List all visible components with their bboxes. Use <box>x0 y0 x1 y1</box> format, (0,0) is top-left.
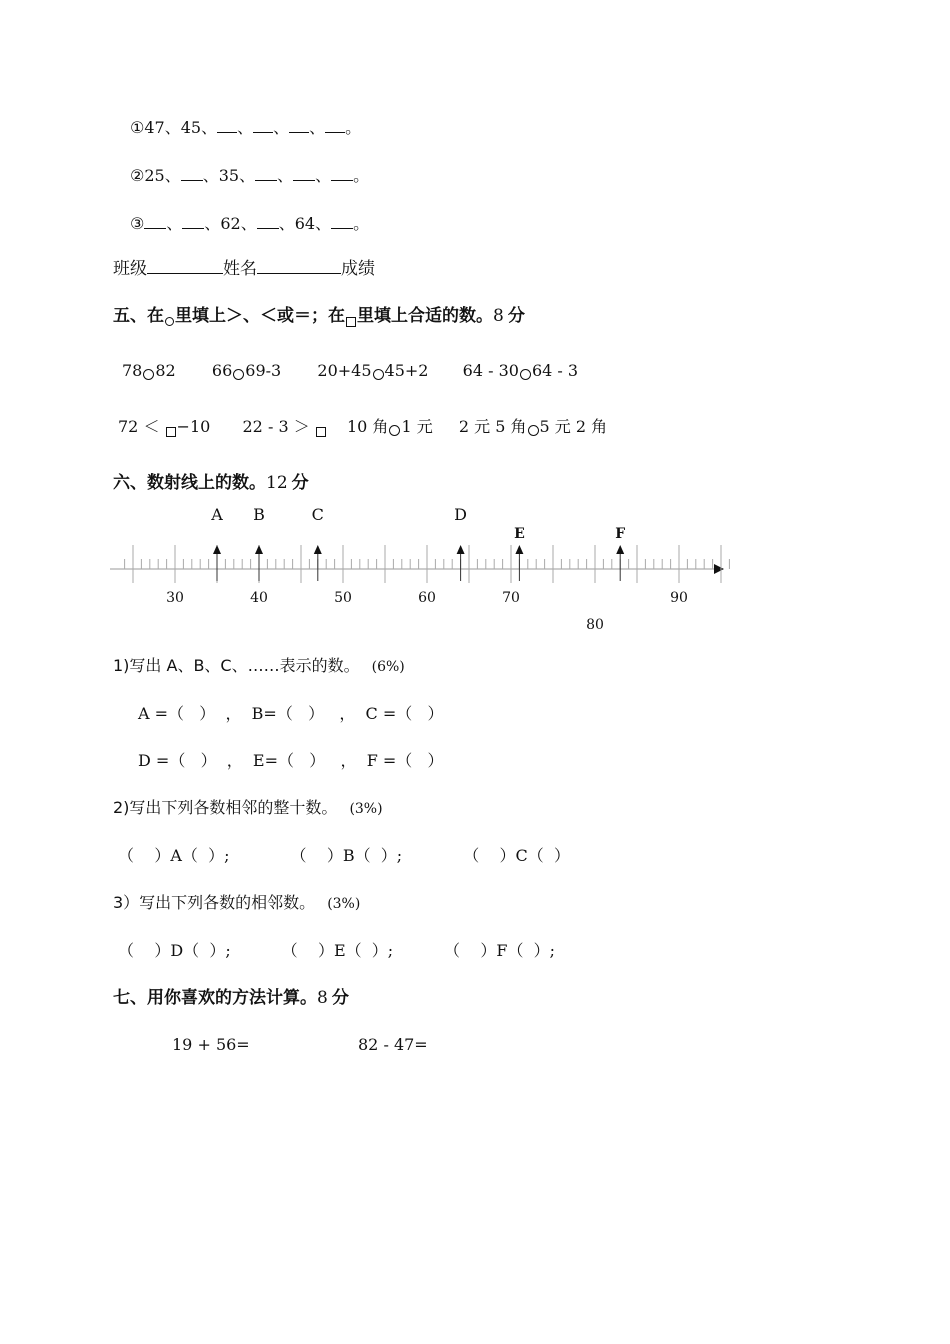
marker-arrow-icon <box>213 545 221 554</box>
sequence-row-1 <box>130 118 361 138</box>
separator: 、 <box>309 118 326 137</box>
answer-blank[interactable] <box>253 118 273 133</box>
compare-right: 5 元 2 角 <box>539 417 608 436</box>
compare-right: 82 <box>155 361 176 380</box>
tick-label: 50 <box>334 590 352 606</box>
circled-number-2: ② <box>130 166 145 185</box>
name-field[interactable] <box>257 259 341 274</box>
sequence-text: 、64、 <box>278 214 332 233</box>
heading-text: 里填上＞、＜或＝；在 <box>175 306 345 326</box>
compare-left: 64 - 30 <box>462 361 519 380</box>
compare-right: −10 <box>176 417 211 436</box>
marker-label: D <box>454 505 468 524</box>
tick-label: 40 <box>250 590 268 606</box>
compare-right: 45+2 <box>384 361 429 380</box>
answer-blank[interactable] <box>331 214 353 229</box>
circled-number-3: ③ <box>130 214 145 233</box>
heading-text: 七、用你喜欢的方法计算。 <box>113 988 317 1008</box>
answer-blank[interactable] <box>331 166 353 181</box>
compare-left: 2 元 5 角 <box>458 417 527 436</box>
period: 。 <box>345 118 362 137</box>
score-label: 成绩 <box>341 259 375 279</box>
separator: 、 <box>166 214 183 233</box>
compare-circle[interactable] <box>373 369 384 380</box>
marker-label: F <box>615 526 626 542</box>
answer-blank[interactable] <box>325 118 345 133</box>
compare-circle[interactable] <box>528 425 539 436</box>
axis-arrow-icon <box>714 564 724 574</box>
period: 。 <box>353 214 370 233</box>
compare-left: 22 - 3 ＞ <box>242 417 315 436</box>
name-label: 姓名 <box>223 259 257 279</box>
compare-circle[interactable] <box>233 369 244 380</box>
tick-label: 80 <box>586 617 604 633</box>
section-7-heading <box>113 988 349 1008</box>
compare-row-2 <box>118 417 607 437</box>
answer-blank[interactable] <box>181 166 203 181</box>
calc-expression-2: 82 - 47= <box>358 1035 428 1054</box>
marker-label: E <box>514 526 525 542</box>
period: 。 <box>353 166 370 185</box>
tick-label: 90 <box>670 590 688 606</box>
marker-label: B <box>253 505 265 524</box>
marker-arrow-icon <box>457 545 465 554</box>
section-5-heading <box>113 306 525 327</box>
compare-circle[interactable] <box>143 369 154 380</box>
compare-right: 64 - 3 <box>531 361 579 380</box>
compare-left: 78 <box>122 361 143 380</box>
answer-blank[interactable] <box>144 214 166 229</box>
question-3-title <box>113 893 360 914</box>
compare-right: 69-3 <box>245 361 282 380</box>
circle-placeholder-icon <box>165 317 174 326</box>
sequence-text: 、62、 <box>204 214 257 233</box>
sequence-text: 25、 <box>144 166 181 185</box>
marker-label: A <box>211 505 223 524</box>
square-placeholder-icon <box>346 317 356 327</box>
student-info-line <box>113 259 375 279</box>
answer-square[interactable] <box>166 427 176 437</box>
points-unit: 分 <box>291 473 309 493</box>
class-field[interactable] <box>147 259 223 274</box>
compare-row-1 <box>122 361 578 381</box>
score-text: (3%) <box>349 801 383 817</box>
compare-circle[interactable] <box>389 425 400 436</box>
heading-text: 里填上合适的数。 <box>357 306 493 326</box>
compare-circle[interactable] <box>520 369 531 380</box>
answer-blank[interactable] <box>257 214 279 229</box>
heading-text: 六、数射线上的数。 <box>113 473 266 493</box>
question-1-line-2[interactable]: D =（ ） ， E=（ ） ， F =（ ） <box>138 751 444 770</box>
points-value: 8 <box>317 988 328 1008</box>
question-1-title <box>113 656 405 677</box>
question-1-line-1[interactable]: A =（ ） ， B=（ ） ， C =（ ） <box>138 704 444 723</box>
points-value: 8 <box>493 306 504 326</box>
sequence-text: 、35、 <box>202 166 256 185</box>
separator: 、 <box>315 166 332 185</box>
separator: 、 <box>273 118 290 137</box>
points-unit: 分 <box>331 988 349 1008</box>
number-line <box>110 500 730 640</box>
score-text: (6%) <box>371 659 405 675</box>
compare-left: 66 <box>211 361 233 380</box>
compare-left: 72 ＜ <box>118 417 165 436</box>
answer-blank[interactable] <box>255 166 277 181</box>
section-6-heading <box>113 473 309 493</box>
answer-blank[interactable] <box>217 118 237 133</box>
sequence-row-3 <box>130 214 369 234</box>
compare-right: 1 元 <box>401 417 433 436</box>
question-text: 3）写出下列各数的相邻数。 <box>113 893 316 912</box>
heading-text: 五、在 <box>113 306 164 326</box>
separator: 、 <box>237 118 254 137</box>
answer-square[interactable] <box>316 427 326 437</box>
sequence-text: 47、45、 <box>144 118 218 137</box>
circled-number-1: ① <box>130 118 145 137</box>
answer-blank[interactable] <box>289 118 309 133</box>
question-2-line[interactable]: （ ）A（ ）; （ ）B（ ）; （ ）C（ ） <box>118 846 570 865</box>
question-text: 2)写出下列各数相邻的整十数。 <box>113 798 338 817</box>
separator: 、 <box>277 166 294 185</box>
marker-arrow-icon <box>255 545 263 554</box>
question-2-title <box>113 798 383 819</box>
calc-expression-1: 19 + 56= <box>172 1035 250 1054</box>
compare-left: 20+45 <box>317 361 372 380</box>
points-value: 12 <box>266 473 288 493</box>
tick-label: 60 <box>418 590 436 606</box>
tick-label: 70 <box>502 590 520 606</box>
sequence-row-2 <box>130 166 369 186</box>
answer-blank[interactable] <box>293 166 315 181</box>
score-text: (3%) <box>327 896 361 912</box>
answer-blank[interactable] <box>182 214 204 229</box>
marker-arrow-icon <box>616 545 624 554</box>
compare-left: 10 角 <box>346 417 389 436</box>
marker-arrow-icon <box>314 545 322 554</box>
question-text: 1)写出 A、B、C、……表示的数。 <box>113 656 360 675</box>
marker-label: C <box>311 505 324 524</box>
points-unit: 分 <box>507 306 525 326</box>
tick-label: 30 <box>166 590 184 606</box>
question-3-line[interactable]: （ ）D（ ）; （ ）E（ ）; （ ）F（ ）; <box>118 941 556 960</box>
marker-arrow-icon <box>515 545 523 554</box>
class-label: 班级 <box>113 259 147 279</box>
